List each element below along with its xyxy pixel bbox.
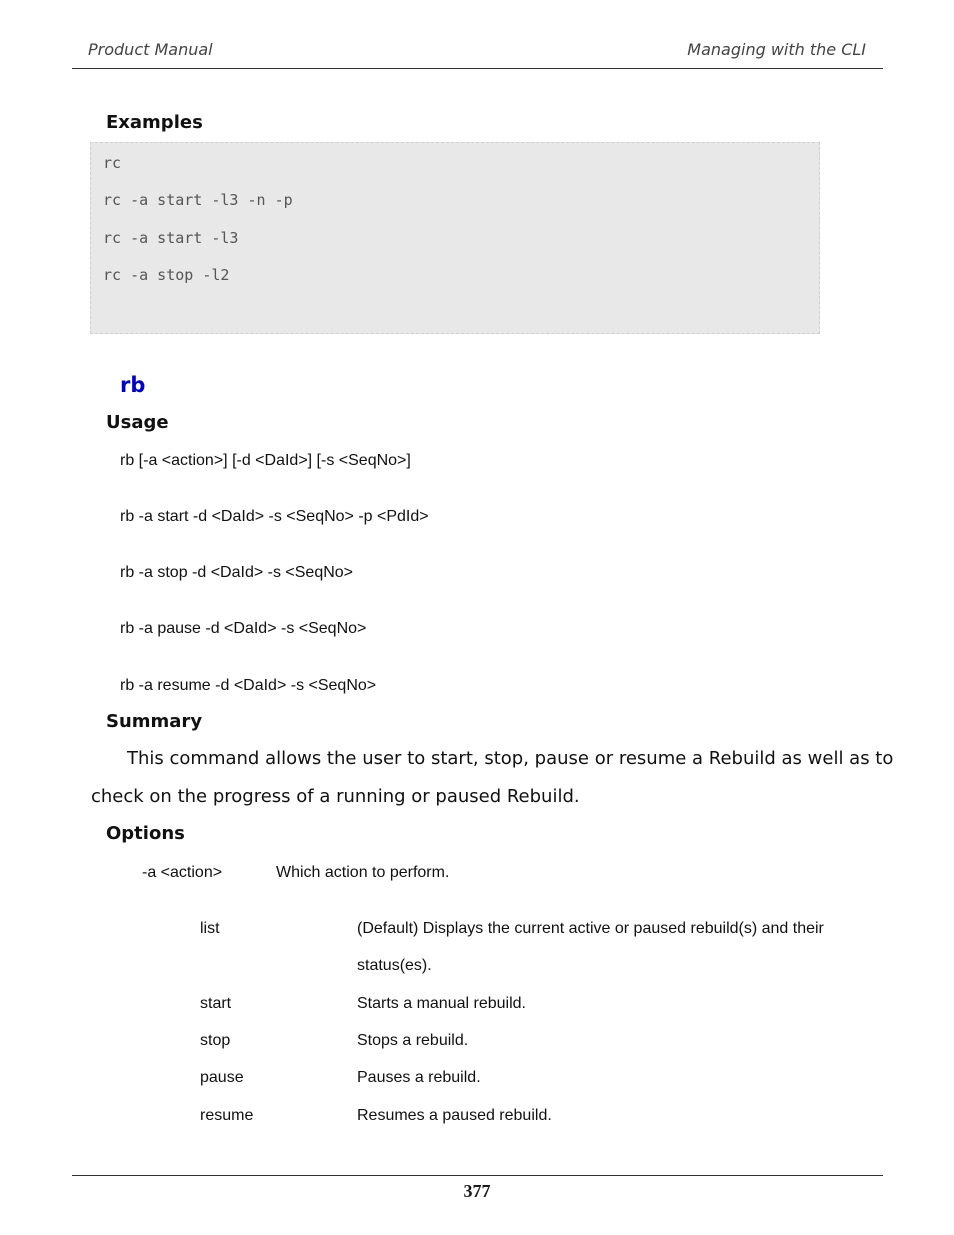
action-name: list bbox=[200, 920, 220, 937]
summary-heading: Summary bbox=[106, 711, 203, 732]
options-heading: Options bbox=[106, 823, 185, 844]
section-title: rb bbox=[120, 373, 146, 397]
usage-heading: Usage bbox=[106, 412, 169, 433]
usage-line: rb -a start -d <DaId> -s <SeqNo> -p <PdId> bbox=[120, 508, 429, 525]
action-description: Resumes a paused rebuild. bbox=[357, 1107, 552, 1124]
action-description: Stops a rebuild. bbox=[357, 1032, 469, 1049]
usage-line: rb -a stop -d <DaId> -s <SeqNo> bbox=[120, 564, 354, 581]
action-name: start bbox=[200, 995, 232, 1012]
action-description: Starts a manual rebuild. bbox=[357, 995, 526, 1012]
page-number: 377 bbox=[463, 1181, 491, 1201]
action-name: pause bbox=[200, 1069, 244, 1086]
examples-heading: Examples bbox=[106, 112, 203, 133]
summary-text: This command allows the user to start, stop, pause or resume a Rebuild as well as to bbox=[127, 748, 894, 769]
code-line: rc bbox=[103, 154, 122, 172]
footer-rule bbox=[72, 1175, 883, 1176]
action-description: Pauses a rebuild. bbox=[357, 1069, 481, 1086]
option-description: Which action to perform. bbox=[276, 864, 450, 881]
action-description: status(es). bbox=[357, 957, 432, 974]
action-description: (Default) Displays the current active or paused rebuild(s) and their bbox=[357, 920, 824, 937]
header-right: Managing with the CLI bbox=[687, 40, 866, 59]
code-line: rc -a start -l3 bbox=[103, 229, 239, 247]
option-flag: -a <action> bbox=[142, 864, 223, 881]
header-rule bbox=[72, 68, 883, 69]
action-name: stop bbox=[200, 1032, 231, 1049]
code-line: rc -a stop -l2 bbox=[103, 266, 230, 284]
action-name: resume bbox=[200, 1107, 254, 1124]
usage-line: rb -a pause -d <DaId> -s <SeqNo> bbox=[120, 620, 367, 637]
usage-line: rb [-a <action>] [-d <DaId>] [-s <SeqNo>] bbox=[120, 452, 411, 469]
usage-line: rb -a resume -d <DaId> -s <SeqNo> bbox=[120, 677, 377, 694]
code-line: rc -a start -l3 -n -p bbox=[103, 191, 293, 209]
summary-text: check on the progress of a running or paused Rebuild. bbox=[91, 786, 580, 807]
header-left: Product Manual bbox=[88, 40, 213, 59]
